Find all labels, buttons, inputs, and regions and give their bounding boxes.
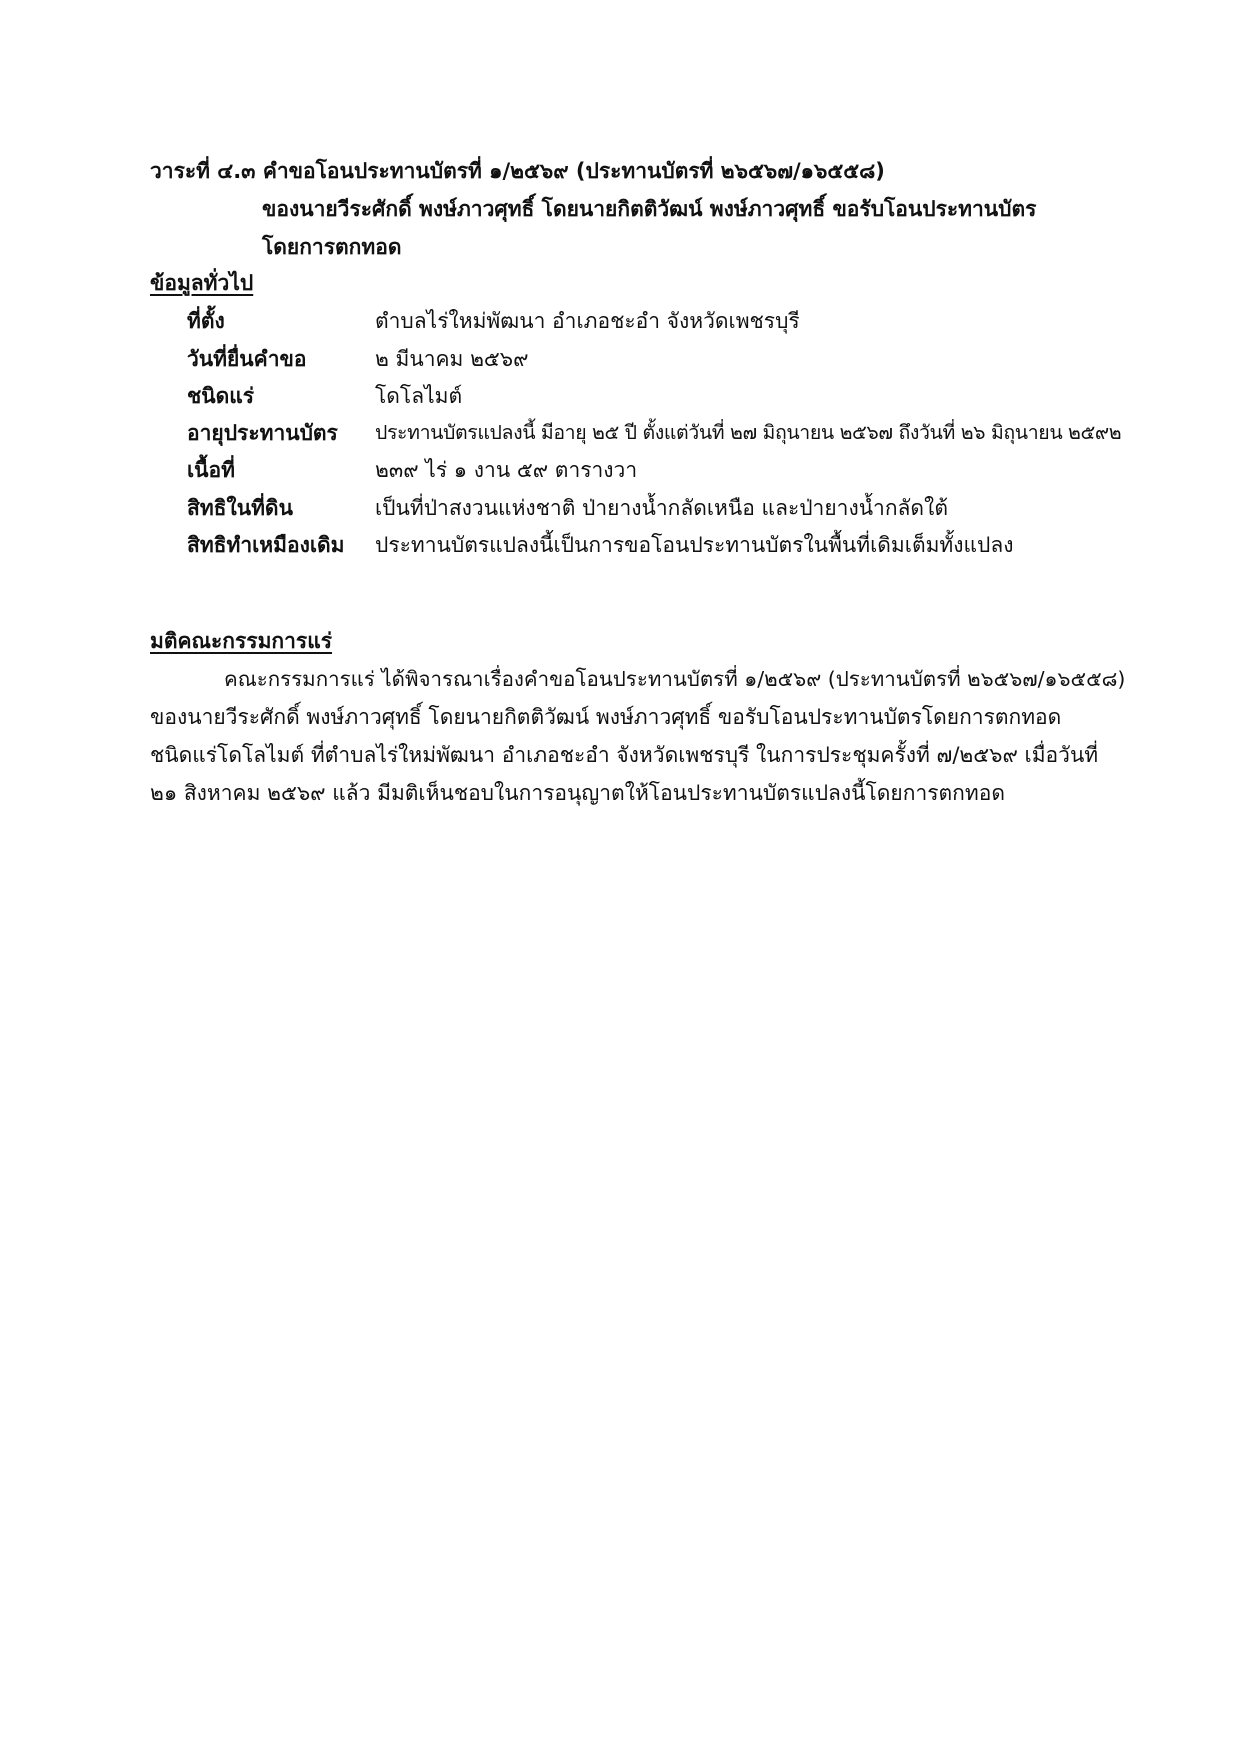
resolution-line-1: คณะกรรมการแร่ ได้พิจารณาเรื่องคำขอโอนประทานบัตรที่ ๑/๒๕๖๙ (ประทานบัตรที่ ๒๖๕๖๗/๑๖๕๕๘) xyxy=(224,667,1126,691)
info-value: โดโลไมต์ xyxy=(375,384,463,408)
agenda-title-line-2: ของนายวีระศักดิ์ พงษ์ภาวศุทธิ์ โดยนายกิตติวัฒน์ พงษ์ภาวศุทธิ์ ขอรับโอนประทานบัตร xyxy=(262,197,1037,221)
resolution-heading: มติคณะกรรมการแร่ xyxy=(150,629,333,653)
info-value: ประทานบัตรแปลงนี้เป็นการขอโอนประทานบัตรในพื้นที่เดิมเต็มทั้งแปลง xyxy=(375,533,1014,557)
info-label: สิทธิในที่ดิน xyxy=(187,496,293,520)
resolution-line-3: ชนิดแร่โดโลไมต์ ที่ตำบลไร่ใหม่พัฒนา อำเภอชะอำ จังหวัดเพชรบุรี ในการประชุมครั้งที่ ๗/๒๕๖๙ เมื่อวันที่ xyxy=(150,743,1099,767)
info-value: ตำบลไร่ใหม่พัฒนา อำเภอชะอำ จังหวัดเพชรบุรี xyxy=(375,309,800,333)
info-value: เป็นที่ป่าสงวนแห่งชาติ ป่ายางน้ำกลัดเหนือ และป่ายางน้ำกลัดใต้ xyxy=(375,496,948,520)
info-label: วันที่ยื่นคำขอ xyxy=(187,347,307,371)
info-label: อายุประทานบัตร xyxy=(187,421,338,445)
general-info-heading: ข้อมูลทั่วไป xyxy=(150,271,254,295)
info-label: ที่ตั้ง xyxy=(187,309,225,333)
info-label: เนื้อที่ xyxy=(187,458,235,482)
agenda-title-line-1: วาระที่ ๔.๓ คำขอโอนประทานบัตรที่ ๑/๒๕๖๙ (ประทานบัตรที่ ๒๖๕๖๗/๑๖๕๕๘) xyxy=(150,159,885,183)
resolution-line-2: ของนายวีระศักดิ์ พงษ์ภาวศุทธิ์ โดยนายกิตติวัฒน์ พงษ์ภาวศุทธิ์ ขอรับโอนประทานบัตรโดยการตกทอด xyxy=(150,705,1062,729)
agenda-title-line-3: โดยการตกทอด xyxy=(262,235,402,259)
info-value: ๒ มีนาคม ๒๕๖๙ xyxy=(375,347,529,371)
info-label: สิทธิทำเหมืองเดิม xyxy=(187,533,345,557)
info-value: ๒๓๙ ไร่ ๑ งาน ๕๙ ตารางวา xyxy=(375,458,638,482)
resolution-line-4: ๒๑ สิงหาคม ๒๕๖๙ แล้ว มีมติเห็นชอบในการอนุญาตให้โอนประทานบัตรแปลงนี้โดยการตกทอด xyxy=(150,781,1005,805)
info-value: ประทานบัตรแปลงนี้ มีอายุ ๒๕ ปี ตั้งแต่วันที่ ๒๗ มิถุนายน ๒๕๖๗ ถึงวันที่ ๒๖ มิถุนายน ๒๕๙๒ xyxy=(375,421,1122,444)
info-label: ชนิดแร่ xyxy=(187,384,255,408)
